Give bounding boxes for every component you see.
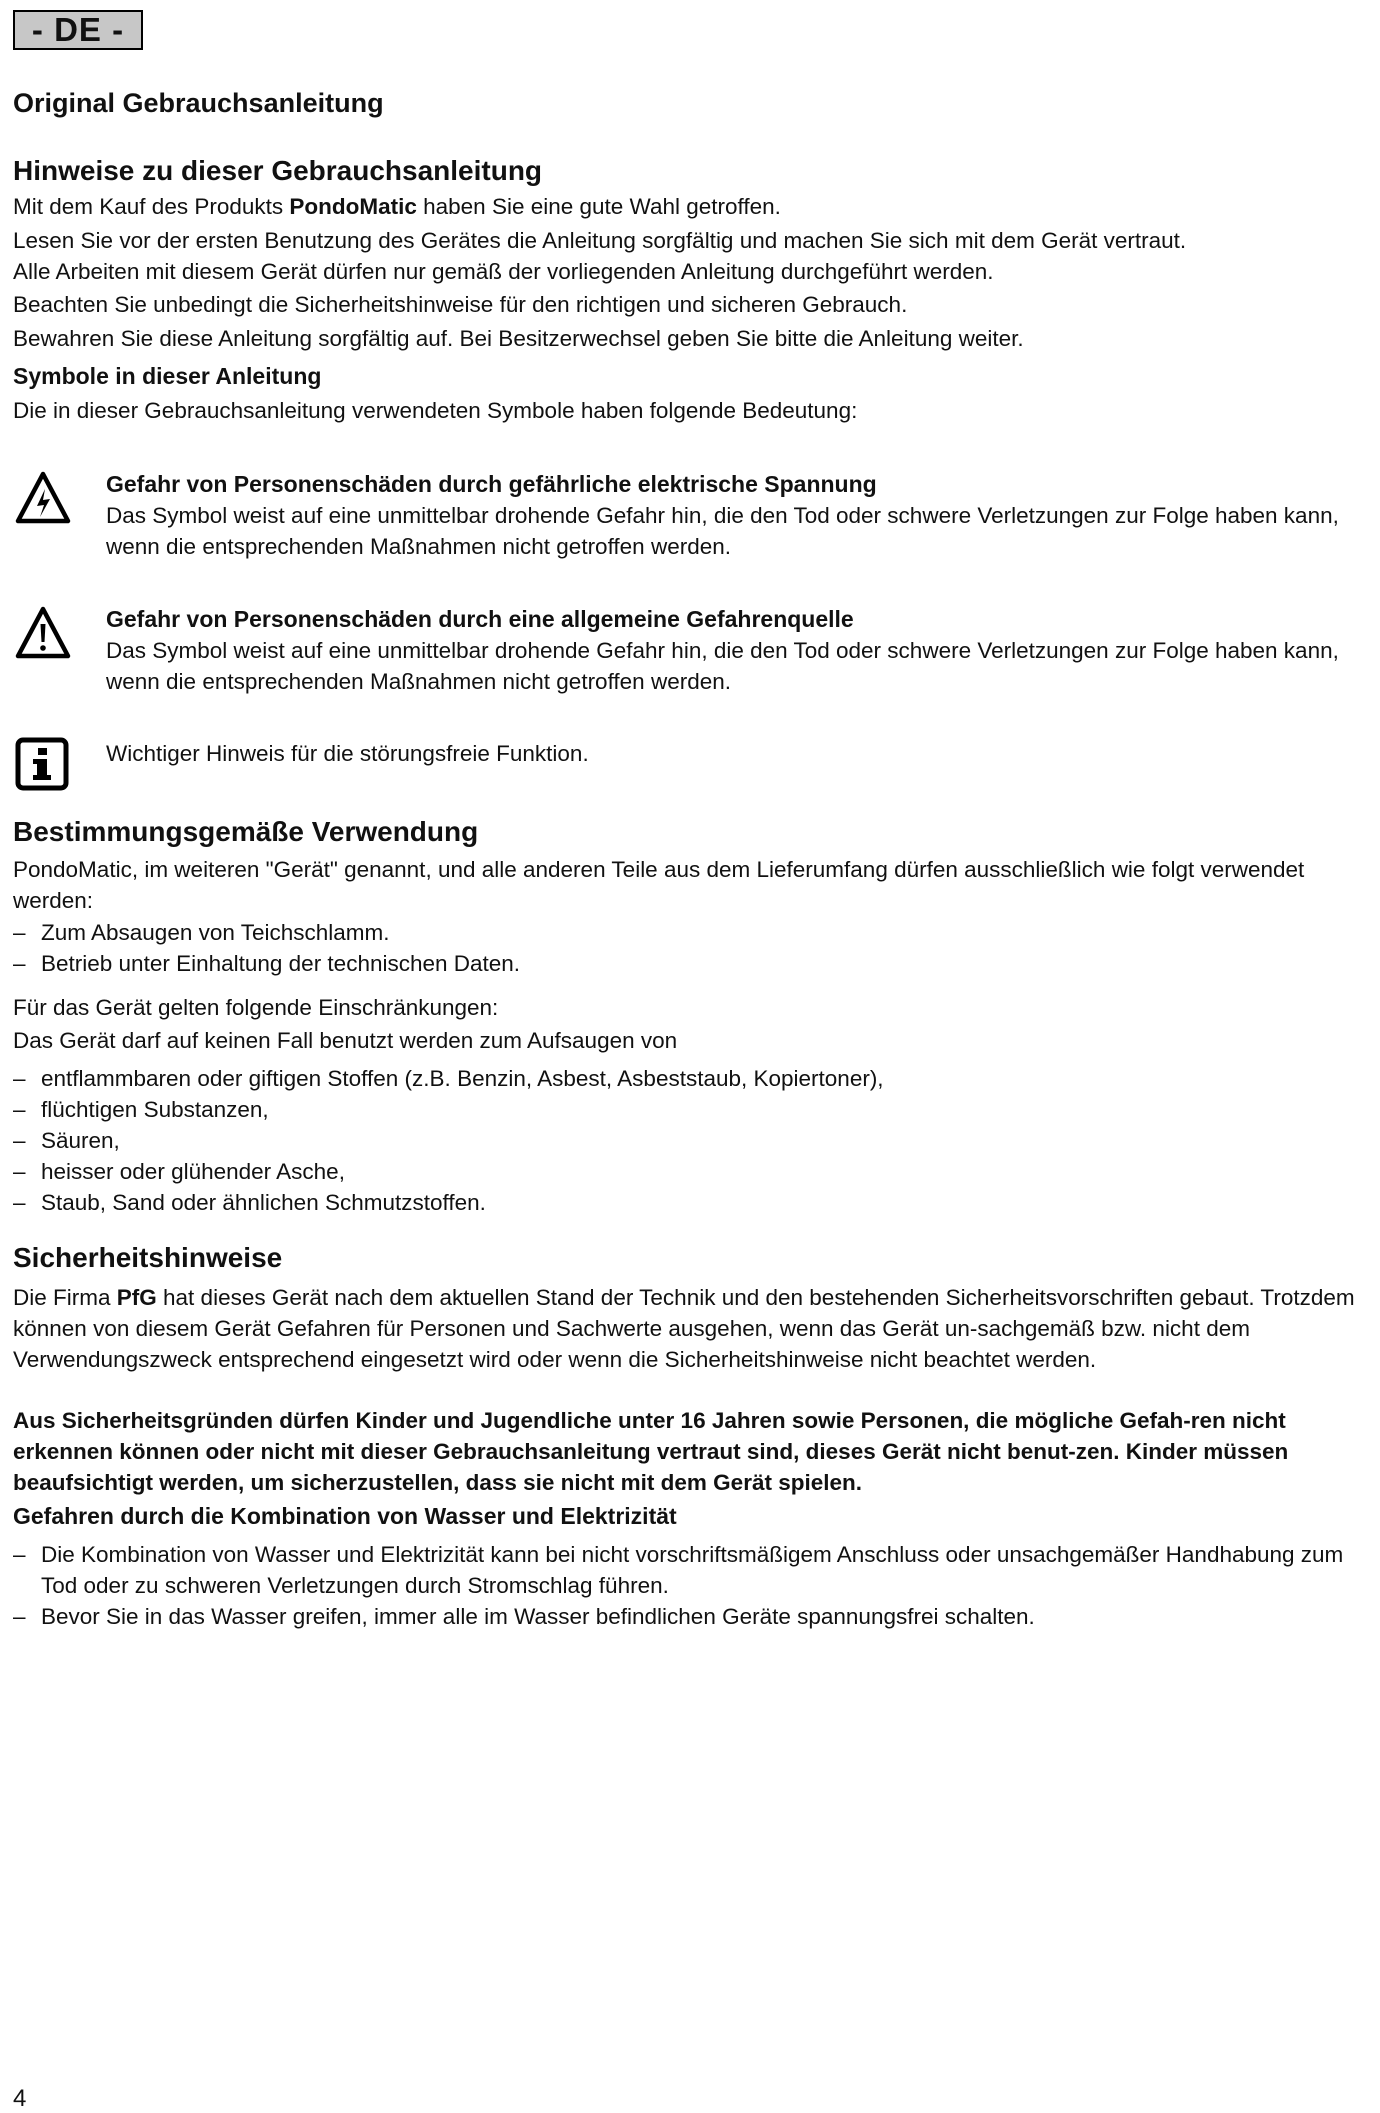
sicherheit-paragraph [13,1282,1373,1375]
uses-list [13,917,1373,979]
restrictions-lead: Das Gerät darf auf keinen Fall benutzt werden zum Aufsaugen von [13,1028,678,1053]
sicherheit-pre: Die Firma [13,1285,117,1310]
bestimmung-intro: PondoMatic, im weiteren "Gerät" genannt, und alle anderen Teile aus dem Lieferumfang dürfen ausschließlich wie folgt verwendet werden: [13,857,1305,913]
info-icon [15,737,69,791]
hinweise-line-1: Lesen Sie vor der ersten Benutzung des Gerätes die Anleitung sorgfältig und machen Sie sich mit dem Gerät vertraut. [13,228,1187,253]
page-number: 4 [13,2085,27,2112]
hinweise-line-2: Alle Arbeiten mit diesem Gerät dürfen nur gemäß der vorliegenden Anleitung durchgeführt werden. [13,259,994,284]
section-title-symbole: Symbole in dieser Anleitung [13,363,322,389]
section-title-bestimmung: Bestimmungsgemäße Verwendung [13,816,479,847]
list-item: – Bevor Sie in das Wasser greifen, immer alle im Wasser befindlichen Geräte spannungsfrei schalten. [13,1601,1373,1632]
hinweise-line-3: Beachten Sie unbedingt die Sicherheitshinweise für den richtigen und sicheren Gebrauch. [13,292,908,317]
section-title-hinweise: Hinweise zu dieser Gebrauchsanleitung [13,155,543,186]
product-name: PondoMatic [289,194,417,219]
sicherheit-post: hat dieses Gerät nach dem aktuellen Stand der Technik und den bestehenden Sicherheitsvorschriften gebaut. Trotzdem können von diesem Gerät Gefahren für Personen und Sachwerte ausgehen, wenn das Gerät un-sachgemäß bzw. nicht dem Verwendungszweck entsprechend eingesetzt wird oder wenn die Sicherheitshinweise nicht beachtet werden. [13,1285,1355,1372]
intro-paragraph [13,191,1373,222]
restrictions-list [13,1063,1373,1218]
intro-pre: Mit dem Kauf des Produkts [13,194,290,219]
list-item: – Säuren, [13,1125,1373,1156]
wasser-list [13,1539,1373,1632]
language-label: - DE - [13,10,143,50]
symbol-row-info [13,732,1373,802]
list-item: – heisser oder glühender Asche, [13,1156,1373,1187]
list-item: – Die Kombination von Wasser und Elektrizität kann bei nicht vorschriftsmäßigem Anschluss oder unsachgemäßer Handhabung zum Tod oder zu schweren Verletzungen durch Stromschlag führen. [13,1539,1373,1601]
electric-hazard-icon [15,470,71,526]
symbol-title-electric: Gefahr von Personenschäden durch gefährliche elektrische Spannung [106,471,877,497]
list-item: – Zum Absaugen von Teichschlamm. [13,917,1373,948]
symbol-text-electric: Das Symbol weist auf eine unmittelbar drohende Gefahr hin, die den Tod oder schwere Verletzungen zur Folge haben kann, wenn die entsprechenden Maßnahmen nicht getroffen werden. [106,503,1339,559]
symbol-title-general: Gefahr von Personenschäden durch eine allgemeine Gefahrenquelle [106,606,854,632]
symbol-row-general [13,603,1373,698]
subsection-title-wasser: Gefahren durch die Kombination von Wasser und Elektrizität [13,1503,677,1529]
restrictions-intro: Für das Gerät gelten folgende Einschränkungen: [13,995,499,1020]
list-item: – entflammbaren oder giftigen Stoffen (z.B. Benzin, Asbest, Asbeststaub, Kopiertoner), [13,1063,1373,1094]
hinweise-line-4: Bewahren Sie diese Anleitung sorgfältig auf. Bei Besitzerwechsel geben Sie bitte die Anleitung weiter. [13,326,1024,351]
general-hazard-icon [15,605,71,661]
symbol-text-general: Das Symbol weist auf eine unmittelbar drohende Gefahr hin, die den Tod oder schwere Verletzungen zur Folge haben kann, wenn die entsprechenden Maßnahmen nicht getroffen werden. [106,638,1339,694]
list-item: – Staub, Sand oder ähnlichen Schmutzstoffen. [13,1187,1373,1218]
intro-post: haben Sie eine gute Wahl getroffen. [416,194,781,219]
symbol-text-info: Wichtiger Hinweis für die störungsfreie Funktion. [106,741,589,766]
symbol-row-electric [13,468,1373,563]
document-title: Original Gebrauchsanleitung [13,88,384,118]
symbole-intro: Die in dieser Gebrauchsanleitung verwendeten Symbole haben folgende Bedeutung: [13,398,858,423]
safety-warning: Aus Sicherheitsgründen dürfen Kinder und Jugendliche unter 16 Jahren sowie Personen, die mögliche Gefah-ren nicht erkennen können oder nicht mit dieser Gebrauchsanleitung vertraut sind, dieses Gerät nicht benut-zen. Kinder müssen beaufsichtigt werden, um sicherzustellen, dass sie nicht mit dem Gerät spielen. [13,1408,1289,1495]
list-item: – flüchtigen Substanzen, [13,1094,1373,1125]
section-title-sicherheit: Sicherheitshinweise [13,1242,283,1273]
list-item: – Betrieb unter Einhaltung der technischen Daten. [13,948,1373,979]
company-name: PfG [116,1285,157,1310]
